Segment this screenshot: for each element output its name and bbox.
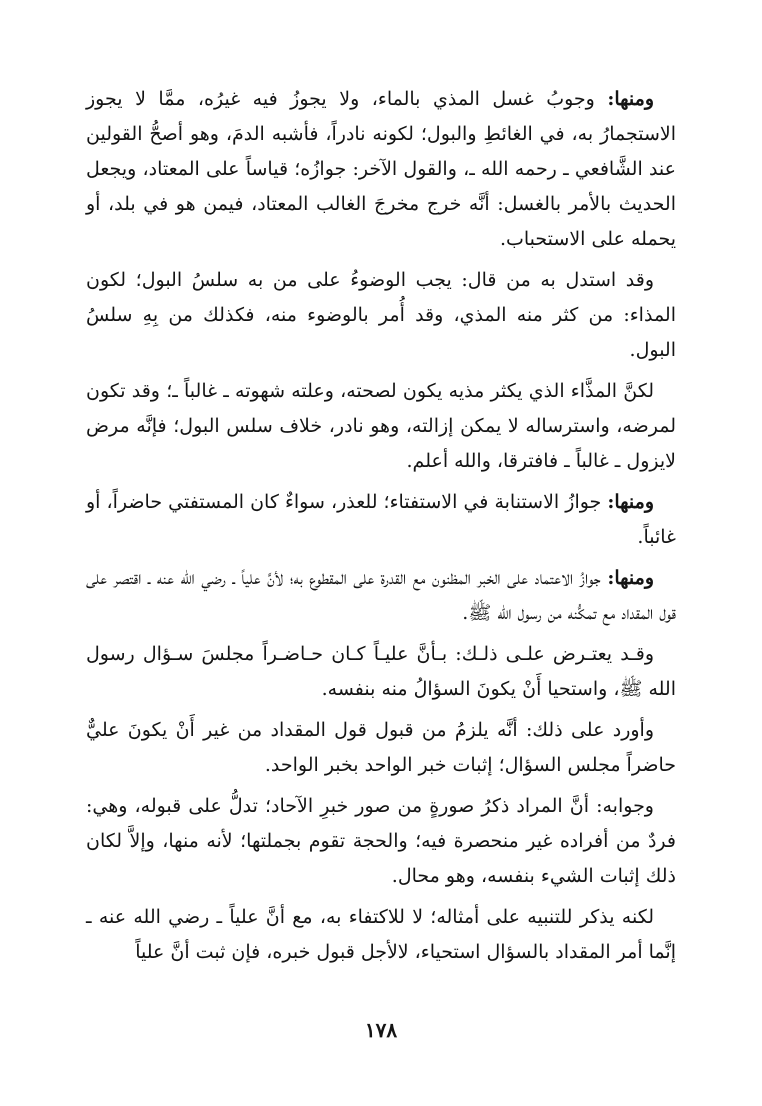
paragraph-1 (86, 82, 676, 263)
paragraph-lead: ومنها: (607, 88, 654, 110)
paragraph-2 (86, 263, 676, 374)
paragraph-6 (86, 637, 676, 713)
paragraph-text: لكنَّ المذَّاء الذي يكثر مذيه يكون لصحته، وعلته شهوته ـ غالباً ـ؛ وقد تكون لمرضه، واسترساله لا يمكن إزالته، وهو نادر، خلاف سلس البول؛ فإنَّه مرض لايزول ـ غالباً ـ فافترقا، والله أعلم. (86, 380, 676, 472)
paragraph-text: وجوبُ غسل المذي بالماء، ولا يجوزُ فيه غيرُه، ممَّا لا يجوز الاستجمارُ به، في الغائطِ والبول؛ لكونه نادراً، فأشبه الدمَ، وهو أصحُّ القولين عند الشَّافعي ـ رحمه الله ـ، والقول الآخر: جوازُه؛ قياساً على المعتاد، ويجعل الحديث بالأمر بالغسل: أنَّه خرج مخرجَ الغالب المعتاد، فيمن هو في بلد، أو يحمله على الاستحباب. (86, 88, 676, 250)
paragraph-9 (86, 900, 676, 976)
paragraph-8 (86, 789, 676, 900)
paragraph-4 (86, 485, 676, 561)
paragraph-7 (86, 713, 676, 789)
paragraph-text: جوازُ الاعتماد على الخبر المظنون مع القدرة على المقطوع به؛ لأنَّ علياً ـ رضي الله عنه ـ اقتصر على قول المقداد مع تمكُّنه من رسول الله ﷺ. (86, 567, 676, 624)
paragraph-text: وجوابه: أنَّ المراد ذكرُ صورةٍ من صور خبرِ الآحاد؛ تدلُّ على قبوله، وهي: فردٌ من أفراده غير منحصرة فيه؛ والحجة تقوم بجملتها؛ لأنه منها، وإلاَّ لكان ذلك إثبات الشيء بنفسه، وهو محال. (86, 795, 676, 887)
body-text (86, 82, 676, 976)
paragraph-5 (86, 561, 676, 637)
paragraph-text: وأورد على ذلك: أنَّه يلزمُ من قبول قول المقداد من غير أَنْ يكونَ عليٌّ حاضراً مجلس السؤال؛ إثبات خبر الواحد بخبر الواحد. (86, 719, 676, 776)
paragraph-text: جوازُ الاستنابة في الاستفتاء؛ للعذر، سواءٌ كان المستفتي حاضراً، أو غائباً. (86, 491, 676, 548)
paragraph-3 (86, 374, 676, 485)
paragraph-lead: ومنها: (607, 491, 654, 513)
paragraph-text: وقـد يعتـرض علـى ذلـك: بـأنَّ عليـاً كـان حـاضـراً مجلسَ سـؤال رسول الله ﷺ، واستحيا أَنْ يكونَ السؤالُ منه بنفسه. (86, 643, 676, 700)
paragraph-lead: ومنها: (607, 567, 654, 589)
paragraph-text: وقد استدل به من قال: يجب الوضوءُ على من به سلسُ البول؛ لكون المذاء: من كثر منه المذي، وقد أُمر بالوضوء منه، فكذلك من بِهِ سلسُ البول. (86, 269, 676, 361)
page-number: ١٧٨ (364, 1018, 398, 1042)
paragraph-text: لكنه يذكر للتنبيه على أمثاله؛ لا للاكتفاء به، مع أنَّ علياً ـ رضي الله عنه ـ إنَّما أمر المقداد بالسؤال استحياء، لالأجل قبول خبره، فإن ثبت أنَّ علياً (86, 906, 676, 963)
